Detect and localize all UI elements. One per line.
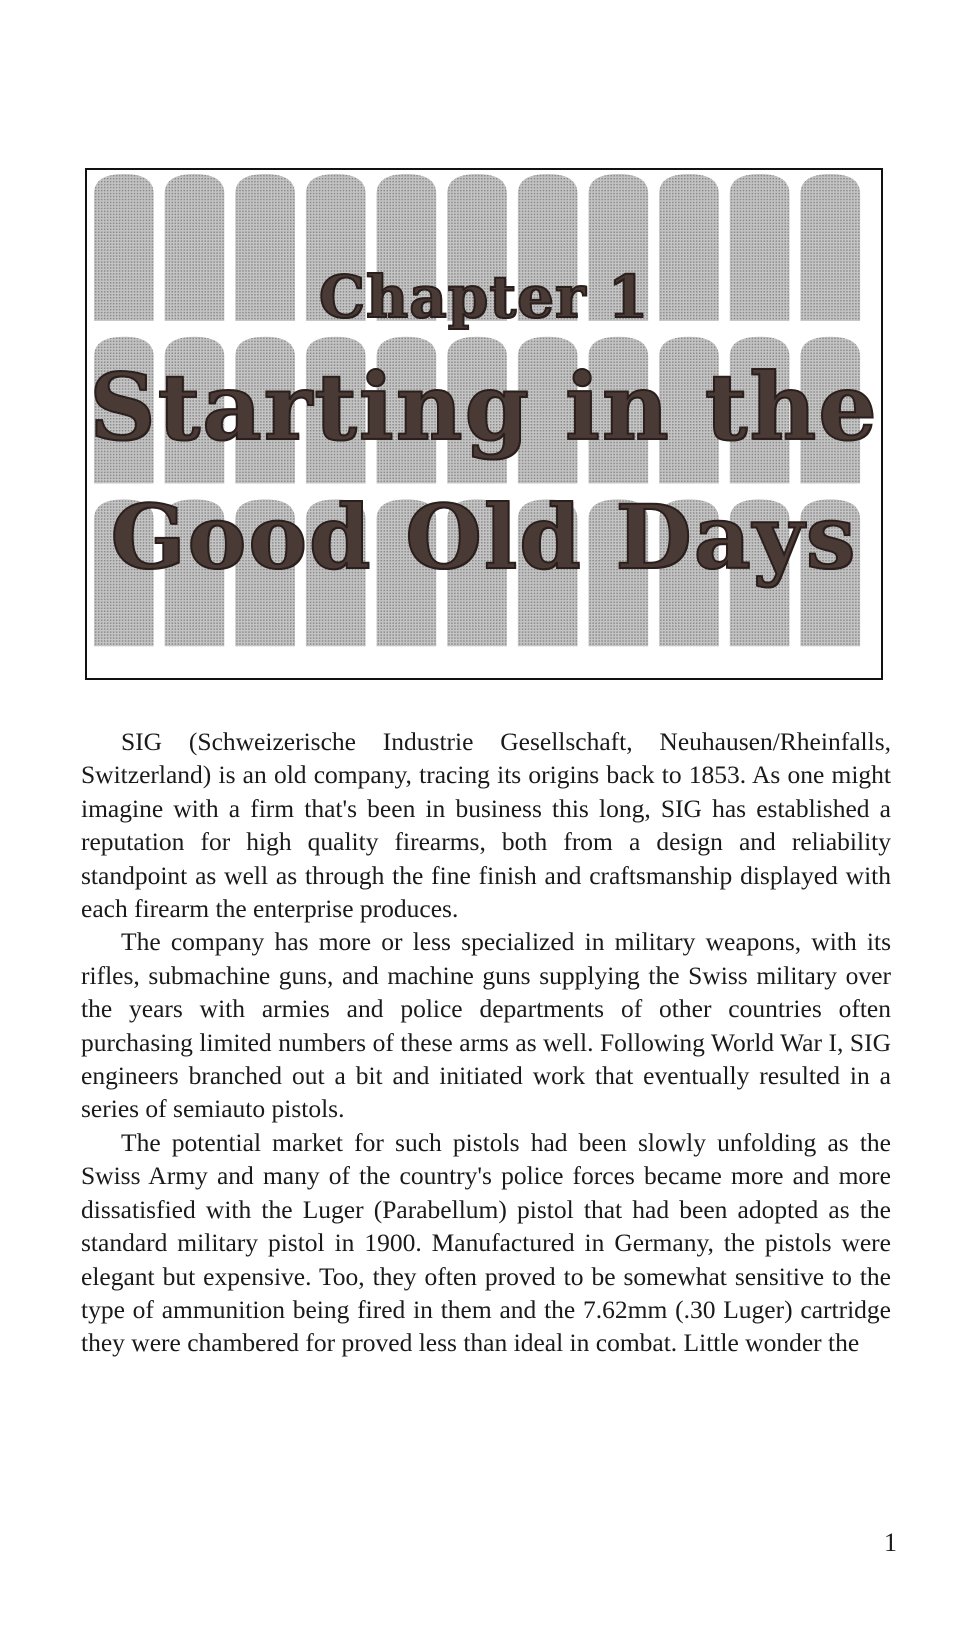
paragraph: The company has more or less specialized in military weapons, with its rifles, submachine guns, and machine guns supplying the Swiss military over the years with armies and police departments of other countries often purchasing limited numbers of these arms as well. Following World War I, SIG engineers branched out a bit and initiated work that eventually resulted in a series of semiauto pistols. bbox=[81, 927, 891, 1124]
chapter-title-line-2: Good Old Days bbox=[110, 485, 858, 589]
paragraph: SIG (Schweizerische Industrie Gesellschaft, Neuhausen/​Rheinfalls, Switzerland) is an old company, tracing its origins back to 1853. As one might imagine with a firm that's been in business this long, SIG has established a reputation for high quality firearms, both from a design and reliability standpoint as well as through the fine finish and craftsmanship displayed with each firearm the enterprise produces. bbox=[81, 727, 891, 924]
body-text bbox=[81, 725, 891, 1360]
paragraph: The potential market for such pistols had been slowly unfolding as the Swiss Army and many of the country's police forces became more and more dissatisfied with the Luger (Parabellum) pistol that had been adopted as the standard military pistol in 1900. Manufactured in Germany, the pistols were elegant but expensive. Too, they often proved to be somewhat sensitive to the type of ammunition being fired in them and the 7.62mm (.30 Luger) cartridge they were chambered for proved less than ideal in combat. Little wonder the bbox=[81, 1127, 891, 1358]
chapter-title-line-1: Starting in the bbox=[89, 353, 879, 461]
page-number: 1 bbox=[884, 1528, 897, 1557]
chapter-banner bbox=[85, 168, 883, 680]
chapter-label: Chapter 1 bbox=[318, 263, 650, 331]
